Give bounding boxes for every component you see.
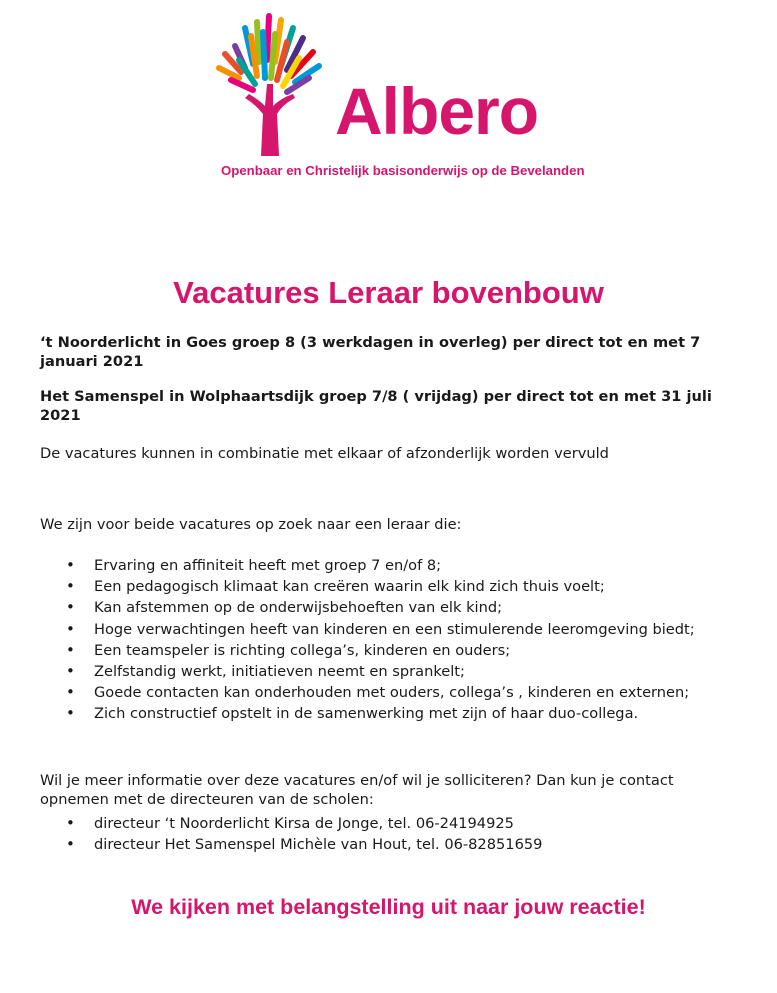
list-item: • Hoge verwachtingen heeft van kinderen en een stimulerende leeromgeving biedt; bbox=[40, 619, 695, 640]
list-item: • Een teamspeler is richting collega’s, kinderen en ouders; bbox=[40, 640, 695, 661]
vacancy-goes: ‘t Noorderlicht in Goes groep 8 (3 werkdagen in overleg) per direct tot en met 7 januari 2021 bbox=[40, 334, 701, 370]
list-item: • Zelfstandig werkt, initiatieven neemt en sprankelt; bbox=[40, 661, 695, 682]
combination-note: De vacatures kunnen in combinatie met elkaar of afzonderlijk worden vervuld bbox=[40, 445, 609, 462]
albero-logo bbox=[205, 6, 585, 182]
brand-name: Albero bbox=[335, 74, 539, 148]
list-item: • directeur Het Samenspel Michèle van Hout, tel. 06-82851659 bbox=[40, 834, 542, 855]
contact-intro: Wil je meer informatie over deze vacatures en/of wil je solliciteren? Dan kun je contact opnemen met de directeuren van de scholen: bbox=[40, 772, 674, 808]
vacancy-wolphaartsdijk: Het Samenspel in Wolphaartsdijk groep 7/8 ( vrijdag) per direct tot en met 31 juli 2021 bbox=[40, 388, 712, 424]
requirements-list bbox=[40, 555, 695, 725]
list-item: • Zich constructief opstelt in de samenwerking met zijn of haar duo-collega. bbox=[40, 703, 695, 724]
contact-list bbox=[40, 813, 542, 855]
list-item: • Kan afstemmen op de onderwijsbehoeften van elk kind; bbox=[40, 597, 695, 618]
closing-message: We kijken met belangstelling uit naar jouw reactie! bbox=[131, 895, 646, 919]
brand-tagline: Openbaar en Christelijk basisonderwijs op de Bevelanden bbox=[221, 163, 585, 178]
list-item: • Goede contacten kan onderhouden met ouders, collega’s , kinderen en externen; bbox=[40, 682, 695, 703]
requirements-intro: We zijn voor beide vacatures op zoek naar een leraar die: bbox=[40, 516, 462, 533]
tree-of-hands-icon bbox=[205, 6, 335, 156]
list-item: • Ervaring en affiniteit heeft met groep 7 en/of 8; bbox=[40, 555, 695, 576]
page-title: Vacatures Leraar bovenbouw bbox=[173, 275, 604, 310]
list-item: • Een pedagogisch klimaat kan creëren waarin elk kind zich thuis voelt; bbox=[40, 576, 695, 597]
list-item: • directeur ‘t Noorderlicht Kirsa de Jonge, tel. 06-24194925 bbox=[40, 813, 542, 834]
